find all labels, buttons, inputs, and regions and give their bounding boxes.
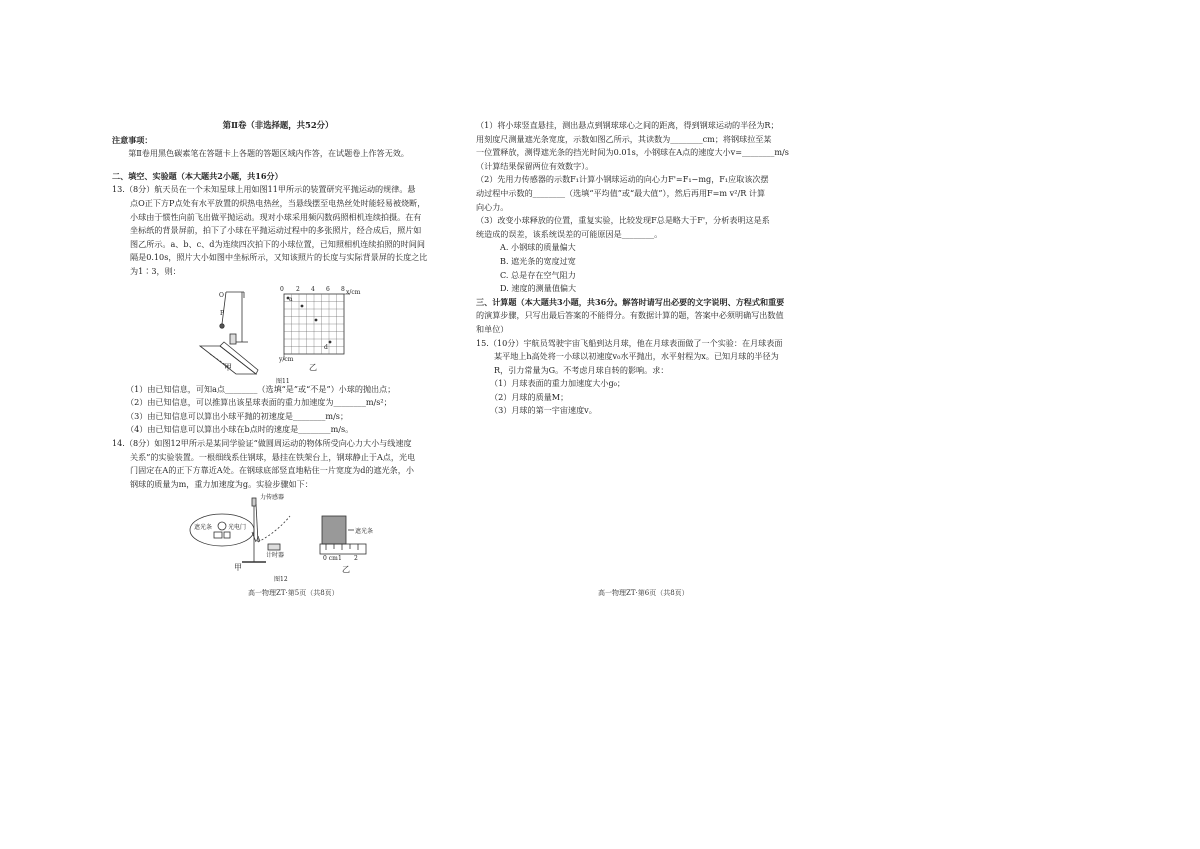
part2-heading: 二、填空、实验题（本大题共2小题，共16分） [112, 170, 283, 181]
ruler-2-label: 2 [354, 555, 358, 562]
q14-cont-line: 动过程中示数的________（选填“平均值”或“最大值”），然后再用F=m v²/R 计算 [476, 187, 766, 198]
q13-line: 隔是0.10s，照片大小如图中坐标所示，又知该照片的长度与实际背景屏的长度之比 [130, 252, 428, 263]
notice-text: 第Ⅱ卷用黑色碳素笔在答题卡上各题的答题区域内作答，在试题卷上作答无效。 [128, 148, 409, 159]
point-a-label: A [256, 536, 261, 543]
part3-line: 三、计算题（本大题共3小题，共36分。解答时请写出必要的文字说明、方程式和重要 [476, 296, 785, 307]
q13-subquestions [112, 383, 444, 437]
strip-label: 遮光条 [194, 524, 213, 531]
figure-11-caption: 图11 [276, 378, 290, 385]
q14-cont-line: （2）先用力传感器的示数F₁计算小钢球运动的向心力F'=F₁−mg，F₁应取该次摆 [476, 174, 769, 185]
q15-sub: （1）月球表面的重力加速度大小g₀； [490, 378, 625, 389]
page-footer: 高一物理ZT·第6页（共8页） [598, 589, 689, 597]
figure-11 [196, 284, 376, 386]
q13-sub: （4）由已知信息可以算出小球在b点时的速度是________m/s。 [126, 424, 354, 435]
option-a: A. 小钢球的质量偏大 [500, 242, 576, 253]
point-o-label: O [219, 292, 224, 299]
figure-jia-label: 甲 [234, 563, 242, 572]
force-sensor-label: 力传感器 [260, 494, 285, 501]
q15-line: 某平地上h高处将一小球以初速度v₀水平抛出，水平射程为x。已知月球的半径为 [494, 351, 779, 362]
gate-label: 光电门 [228, 524, 247, 531]
figure-11-drawing [196, 284, 376, 386]
q14-cont-line: 统造成的误差，该系统误差的可能原因是________。 [476, 228, 663, 239]
q14-cont-line: 一位置释放，测得遮光条的挡光时间为0.01s，小钢球在A点的速度大小v=________m/s [476, 147, 789, 158]
q13-line: 图乙所示。a、b、c、d为连续四次拍下的小球位置，已知照相机连续拍照的时间间 [130, 238, 425, 249]
part3-heading [476, 296, 808, 337]
q13-line: 为1∶3，则： [130, 265, 181, 276]
q15-line: R，引力常量为G。不考虑月球自转的影响。求： [494, 364, 669, 375]
q13-sub: （2）由已知信息，可以推算出该星球表面的重力加速度为________m/s²； [126, 397, 392, 408]
part3-line: 和单位） [476, 323, 509, 334]
q14-cont-line: 用刻度尺测量遮光条宽度，示数如图乙所示，其读数为________cm；将钢球拉至某 [476, 133, 772, 144]
q15-line: 15.（10分）宇航员驾驶宇宙飞船到达月球，他在月球表面做了一个实验：在月球表面 [476, 337, 783, 348]
q13-line: 小球由于惯性向前飞出做平抛运动。现对小球采用频闪数码照相机连续拍摄。在有 [130, 211, 422, 222]
q13-line: 坐标纸的背景屏前，拍下了小球在平抛运动过程中的多张照片，经合成后，照片如 [130, 225, 422, 236]
x-tick-label: 2 [296, 286, 300, 293]
question-14-continued [476, 119, 808, 241]
q14-line: 关系”的实验装置。一根细线系住钢球，悬挂在铁架台上，钢球静止于A点，光电 [130, 451, 416, 462]
y-axis-label: y/cm [279, 356, 294, 363]
ruler-cm-label: 0 cm [323, 555, 338, 562]
q14-options [476, 241, 808, 295]
question-15 [476, 337, 808, 378]
section-title: 第Ⅱ卷（非选择题，共52分） [222, 120, 334, 130]
point-p-label: P [220, 310, 225, 317]
q15-subquestions [476, 377, 808, 418]
figure-jia-label: 甲 [224, 363, 232, 372]
option-c: C. 总是存在空气阻力 [500, 269, 576, 280]
coordinate-grid [284, 294, 350, 360]
q15-sub: （3）月球的第一宇宙速度v。 [490, 405, 597, 416]
q13-line: 点O正下方P点处有水平放置的炽热电热丝，当悬线摆至电热丝处时能轻易被烧断， [130, 197, 426, 208]
figure-yi-label: 乙 [309, 363, 317, 372]
option-b: B. 遮光条的宽度过宽 [500, 255, 576, 266]
right-page [476, 0, 1200, 849]
timer-label: 计时器 [266, 552, 285, 559]
point-a-label: a [289, 296, 293, 303]
figure-12 [182, 492, 392, 584]
page-footer: 高一物理ZT·第5页（共8页） [248, 589, 339, 597]
q14-line: 钢球的质量为m，重力加速度为g。实验步骤如下： [130, 478, 313, 489]
q14-line: 门固定在A的正下方靠近A处。在钢球底部竖直地粘住一片宽度为d的遮光条，小 [130, 465, 414, 476]
point-d-label: d [324, 344, 328, 351]
part3-line: 的演算步骤，只写出最后答案的不能得分。有数据计算的题，答案中必须明确写出数值 [476, 310, 784, 321]
figure-12-drawing [182, 492, 392, 584]
strip-and-ruler [320, 516, 366, 554]
q13-sub: （3）由已知信息可以算出小球平抛的初速度是________m/s； [126, 410, 349, 421]
q14-line: 14.（8分）如图12甲所示是某同学验证“做圆周运动的物体所受向心力大小与线速度 [112, 437, 412, 448]
q13-sub: （1）由已知信息，可知a点________（选填“是”或“不是”）小球的抛出点； [126, 383, 396, 394]
x-tick-label: 8 [341, 286, 345, 293]
right-column [476, 119, 808, 418]
ruler-1-label: 1 [338, 555, 342, 562]
q14-cont-line: （计算结果保留两位有效数字）。 [476, 160, 594, 171]
q14-cont-line: 向心力。 [476, 201, 509, 212]
notice-heading: 注意事项： [112, 134, 153, 145]
q14-cont-line: （3）改变小球释放的位置，重复实验，比较发现F总是略大于F'，分析表明这是系 [476, 215, 770, 226]
question-13 [112, 183, 444, 278]
figure-12-caption: 图12 [274, 576, 288, 583]
option-d: D. 速度的测量值偏大 [500, 283, 577, 294]
strip-label-2: 遮光条 [355, 528, 374, 535]
q14-cont-line: （1）将小球竖直悬挂，测出悬点到钢球球心之间的距离，得到钢球运动的半径为R； [476, 120, 779, 130]
question-14 [112, 437, 444, 491]
x-axis-label: x/cm [346, 289, 361, 296]
q15-sub: （2）月球的质量M； [490, 391, 569, 402]
origin-label: 0 [280, 286, 284, 293]
x-tick-label: 6 [326, 286, 330, 293]
x-tick-label: 4 [311, 286, 315, 293]
q13-line: 13.（8分）航天员在一个未知星球上用如图11甲所示的装置研究平抛运动的规律。悬 [112, 184, 416, 195]
figure-yi-label: 乙 [342, 565, 350, 574]
